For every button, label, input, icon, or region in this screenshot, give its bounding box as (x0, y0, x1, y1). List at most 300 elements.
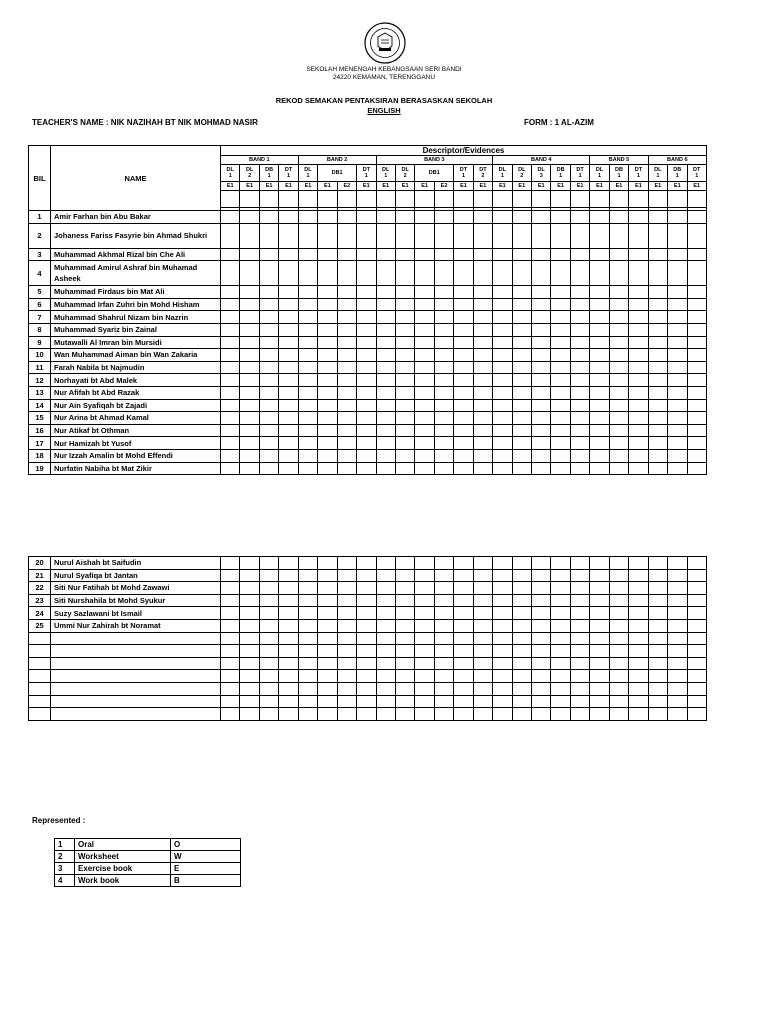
evidence-cell[interactable] (240, 670, 259, 683)
evidence-cell[interactable] (279, 374, 298, 387)
evidence-cell[interactable] (570, 323, 589, 336)
evidence-cell[interactable] (668, 286, 687, 299)
evidence-cell[interactable] (687, 670, 706, 683)
evidence-cell[interactable] (298, 657, 317, 670)
evidence-cell[interactable] (512, 708, 531, 721)
evidence-cell[interactable] (434, 695, 453, 708)
evidence-cell[interactable] (415, 557, 434, 570)
evidence-cell[interactable] (337, 607, 356, 620)
evidence-cell[interactable] (357, 619, 376, 632)
evidence-cell[interactable] (259, 361, 278, 374)
evidence-cell[interactable] (609, 462, 628, 475)
evidence-cell[interactable] (298, 695, 317, 708)
evidence-cell[interactable] (687, 223, 706, 248)
evidence-cell[interactable] (454, 695, 473, 708)
evidence-cell[interactable] (629, 682, 648, 695)
evidence-cell[interactable] (590, 349, 609, 362)
evidence-cell[interactable] (648, 424, 667, 437)
evidence-cell[interactable] (473, 708, 492, 721)
evidence-cell[interactable] (590, 670, 609, 683)
evidence-cell[interactable] (298, 211, 317, 224)
evidence-cell[interactable] (590, 336, 609, 349)
evidence-cell[interactable] (279, 569, 298, 582)
evidence-cell[interactable] (590, 311, 609, 324)
evidence-cell[interactable] (357, 386, 376, 399)
evidence-cell[interactable] (648, 632, 667, 645)
evidence-cell[interactable] (376, 708, 395, 721)
evidence-cell[interactable] (512, 223, 531, 248)
evidence-cell[interactable] (415, 298, 434, 311)
evidence-cell[interactable] (551, 336, 570, 349)
evidence-cell[interactable] (590, 386, 609, 399)
evidence-cell[interactable] (570, 557, 589, 570)
evidence-cell[interactable] (415, 657, 434, 670)
evidence-cell[interactable] (221, 424, 240, 437)
evidence-cell[interactable] (376, 323, 395, 336)
evidence-cell[interactable] (240, 569, 259, 582)
evidence-cell[interactable] (668, 311, 687, 324)
evidence-cell[interactable] (570, 349, 589, 362)
evidence-cell[interactable] (687, 437, 706, 450)
evidence-cell[interactable] (551, 223, 570, 248)
evidence-cell[interactable] (648, 261, 667, 286)
evidence-cell[interactable] (609, 311, 628, 324)
evidence-cell[interactable] (376, 607, 395, 620)
evidence-cell[interactable] (259, 582, 278, 595)
evidence-cell[interactable] (454, 361, 473, 374)
evidence-cell[interactable] (415, 695, 434, 708)
evidence-cell[interactable] (259, 323, 278, 336)
evidence-cell[interactable] (687, 298, 706, 311)
evidence-cell[interactable] (259, 412, 278, 425)
evidence-cell[interactable] (512, 286, 531, 299)
evidence-cell[interactable] (279, 645, 298, 658)
evidence-cell[interactable] (240, 657, 259, 670)
evidence-cell[interactable] (434, 412, 453, 425)
evidence-cell[interactable] (240, 323, 259, 336)
evidence-cell[interactable] (629, 386, 648, 399)
evidence-cell[interactable] (668, 708, 687, 721)
evidence-cell[interactable] (298, 286, 317, 299)
evidence-cell[interactable] (668, 582, 687, 595)
evidence-cell[interactable] (395, 569, 414, 582)
evidence-cell[interactable] (318, 386, 337, 399)
evidence-cell[interactable] (376, 386, 395, 399)
evidence-cell[interactable] (279, 286, 298, 299)
evidence-cell[interactable] (318, 261, 337, 286)
evidence-cell[interactable] (298, 462, 317, 475)
evidence-cell[interactable] (629, 374, 648, 387)
evidence-cell[interactable] (668, 361, 687, 374)
evidence-cell[interactable] (279, 211, 298, 224)
evidence-cell[interactable] (551, 361, 570, 374)
evidence-cell[interactable] (318, 248, 337, 261)
evidence-cell[interactable] (337, 374, 356, 387)
evidence-cell[interactable] (337, 311, 356, 324)
evidence-cell[interactable] (337, 298, 356, 311)
evidence-cell[interactable] (570, 645, 589, 658)
evidence-cell[interactable] (532, 670, 551, 683)
evidence-cell[interactable] (493, 670, 512, 683)
evidence-cell[interactable] (532, 424, 551, 437)
evidence-cell[interactable] (493, 569, 512, 582)
evidence-cell[interactable] (609, 594, 628, 607)
blank-cell[interactable] (337, 191, 356, 208)
evidence-cell[interactable] (240, 557, 259, 570)
evidence-cell[interactable] (240, 708, 259, 721)
evidence-cell[interactable] (551, 261, 570, 286)
evidence-cell[interactable] (221, 223, 240, 248)
blank-cell[interactable] (318, 191, 337, 208)
evidence-cell[interactable] (590, 412, 609, 425)
evidence-cell[interactable] (279, 708, 298, 721)
evidence-cell[interactable] (279, 336, 298, 349)
evidence-cell[interactable] (629, 569, 648, 582)
evidence-cell[interactable] (512, 682, 531, 695)
evidence-cell[interactable] (473, 645, 492, 658)
evidence-cell[interactable] (337, 223, 356, 248)
evidence-cell[interactable] (318, 336, 337, 349)
evidence-cell[interactable] (240, 632, 259, 645)
evidence-cell[interactable] (687, 261, 706, 286)
evidence-cell[interactable] (668, 298, 687, 311)
evidence-cell[interactable] (395, 374, 414, 387)
evidence-cell[interactable] (434, 708, 453, 721)
evidence-cell[interactable] (240, 449, 259, 462)
evidence-cell[interactable] (493, 311, 512, 324)
evidence-cell[interactable] (221, 708, 240, 721)
evidence-cell[interactable] (395, 412, 414, 425)
evidence-cell[interactable] (570, 462, 589, 475)
evidence-cell[interactable] (240, 462, 259, 475)
evidence-cell[interactable] (240, 311, 259, 324)
evidence-cell[interactable] (493, 682, 512, 695)
evidence-cell[interactable] (434, 449, 453, 462)
evidence-cell[interactable] (221, 569, 240, 582)
evidence-cell[interactable] (395, 607, 414, 620)
evidence-cell[interactable] (259, 386, 278, 399)
evidence-cell[interactable] (512, 349, 531, 362)
evidence-cell[interactable] (337, 670, 356, 683)
evidence-cell[interactable] (434, 657, 453, 670)
evidence-cell[interactable] (687, 557, 706, 570)
evidence-cell[interactable] (434, 211, 453, 224)
evidence-cell[interactable] (259, 223, 278, 248)
evidence-cell[interactable] (687, 323, 706, 336)
evidence-cell[interactable] (668, 437, 687, 450)
evidence-cell[interactable] (512, 323, 531, 336)
evidence-cell[interactable] (318, 557, 337, 570)
evidence-cell[interactable] (298, 399, 317, 412)
evidence-cell[interactable] (395, 708, 414, 721)
blank-cell[interactable] (395, 191, 414, 208)
evidence-cell[interactable] (337, 211, 356, 224)
evidence-cell[interactable] (668, 557, 687, 570)
evidence-cell[interactable] (512, 695, 531, 708)
evidence-cell[interactable] (376, 437, 395, 450)
evidence-cell[interactable] (337, 349, 356, 362)
evidence-cell[interactable] (337, 619, 356, 632)
evidence-cell[interactable] (493, 437, 512, 450)
evidence-cell[interactable] (629, 211, 648, 224)
evidence-cell[interactable] (454, 386, 473, 399)
evidence-cell[interactable] (376, 449, 395, 462)
evidence-cell[interactable] (668, 645, 687, 658)
evidence-cell[interactable] (279, 361, 298, 374)
evidence-cell[interactable] (395, 657, 414, 670)
evidence-cell[interactable] (493, 374, 512, 387)
evidence-cell[interactable] (357, 632, 376, 645)
evidence-cell[interactable] (357, 211, 376, 224)
evidence-cell[interactable] (395, 223, 414, 248)
evidence-cell[interactable] (454, 582, 473, 595)
evidence-cell[interactable] (493, 211, 512, 224)
evidence-cell[interactable] (395, 286, 414, 299)
evidence-cell[interactable] (687, 462, 706, 475)
evidence-cell[interactable] (687, 645, 706, 658)
evidence-cell[interactable] (668, 336, 687, 349)
evidence-cell[interactable] (648, 708, 667, 721)
blank-cell[interactable] (532, 191, 551, 208)
evidence-cell[interactable] (337, 323, 356, 336)
evidence-cell[interactable] (532, 695, 551, 708)
evidence-cell[interactable] (357, 695, 376, 708)
evidence-cell[interactable] (454, 223, 473, 248)
evidence-cell[interactable] (629, 607, 648, 620)
evidence-cell[interactable] (648, 437, 667, 450)
evidence-cell[interactable] (512, 569, 531, 582)
evidence-cell[interactable] (259, 336, 278, 349)
evidence-cell[interactable] (493, 336, 512, 349)
evidence-cell[interactable] (221, 682, 240, 695)
evidence-cell[interactable] (454, 449, 473, 462)
evidence-cell[interactable] (259, 594, 278, 607)
evidence-cell[interactable] (473, 311, 492, 324)
evidence-cell[interactable] (532, 632, 551, 645)
evidence-cell[interactable] (337, 424, 356, 437)
evidence-cell[interactable] (648, 449, 667, 462)
evidence-cell[interactable] (376, 424, 395, 437)
evidence-cell[interactable] (687, 311, 706, 324)
evidence-cell[interactable] (259, 657, 278, 670)
evidence-cell[interactable] (648, 670, 667, 683)
evidence-cell[interactable] (570, 619, 589, 632)
evidence-cell[interactable] (551, 632, 570, 645)
blank-cell[interactable] (259, 191, 278, 208)
evidence-cell[interactable] (298, 569, 317, 582)
evidence-cell[interactable] (668, 374, 687, 387)
evidence-cell[interactable] (337, 449, 356, 462)
evidence-cell[interactable] (298, 349, 317, 362)
evidence-cell[interactable] (532, 708, 551, 721)
evidence-cell[interactable] (259, 211, 278, 224)
evidence-cell[interactable] (648, 462, 667, 475)
evidence-cell[interactable] (512, 607, 531, 620)
evidence-cell[interactable] (454, 311, 473, 324)
evidence-cell[interactable] (687, 619, 706, 632)
evidence-cell[interactable] (357, 323, 376, 336)
evidence-cell[interactable] (473, 424, 492, 437)
evidence-cell[interactable] (532, 557, 551, 570)
evidence-cell[interactable] (551, 682, 570, 695)
blank-cell[interactable] (493, 191, 512, 208)
evidence-cell[interactable] (259, 607, 278, 620)
evidence-cell[interactable] (395, 632, 414, 645)
evidence-cell[interactable] (221, 607, 240, 620)
evidence-cell[interactable] (551, 645, 570, 658)
evidence-cell[interactable] (298, 386, 317, 399)
evidence-cell[interactable] (629, 248, 648, 261)
evidence-cell[interactable] (532, 569, 551, 582)
evidence-cell[interactable] (493, 424, 512, 437)
evidence-cell[interactable] (551, 449, 570, 462)
evidence-cell[interactable] (434, 619, 453, 632)
evidence-cell[interactable] (318, 449, 337, 462)
evidence-cell[interactable] (648, 223, 667, 248)
evidence-cell[interactable] (395, 211, 414, 224)
evidence-cell[interactable] (298, 557, 317, 570)
evidence-cell[interactable] (551, 286, 570, 299)
evidence-cell[interactable] (279, 386, 298, 399)
evidence-cell[interactable] (434, 557, 453, 570)
evidence-cell[interactable] (551, 670, 570, 683)
blank-cell[interactable] (415, 191, 434, 208)
evidence-cell[interactable] (318, 462, 337, 475)
evidence-cell[interactable] (629, 657, 648, 670)
evidence-cell[interactable] (609, 298, 628, 311)
evidence-cell[interactable] (493, 298, 512, 311)
evidence-cell[interactable] (454, 645, 473, 658)
evidence-cell[interactable] (609, 374, 628, 387)
evidence-cell[interactable] (668, 607, 687, 620)
evidence-cell[interactable] (551, 211, 570, 224)
evidence-cell[interactable] (454, 286, 473, 299)
evidence-cell[interactable] (279, 462, 298, 475)
evidence-cell[interactable] (532, 286, 551, 299)
evidence-cell[interactable] (357, 462, 376, 475)
evidence-cell[interactable] (279, 248, 298, 261)
evidence-cell[interactable] (415, 632, 434, 645)
evidence-cell[interactable] (240, 399, 259, 412)
blank-cell[interactable] (687, 191, 706, 208)
evidence-cell[interactable] (240, 336, 259, 349)
blank-cell[interactable] (668, 191, 687, 208)
evidence-cell[interactable] (298, 223, 317, 248)
evidence-cell[interactable] (298, 582, 317, 595)
evidence-cell[interactable] (376, 261, 395, 286)
evidence-cell[interactable] (298, 361, 317, 374)
evidence-cell[interactable] (318, 682, 337, 695)
evidence-cell[interactable] (668, 632, 687, 645)
evidence-cell[interactable] (298, 374, 317, 387)
evidence-cell[interactable] (376, 211, 395, 224)
evidence-cell[interactable] (570, 449, 589, 462)
evidence-cell[interactable] (590, 399, 609, 412)
evidence-cell[interactable] (298, 632, 317, 645)
evidence-cell[interactable] (493, 632, 512, 645)
evidence-cell[interactable] (259, 682, 278, 695)
evidence-cell[interactable] (687, 449, 706, 462)
evidence-cell[interactable] (357, 645, 376, 658)
evidence-cell[interactable] (551, 569, 570, 582)
evidence-cell[interactable] (512, 449, 531, 462)
evidence-cell[interactable] (551, 386, 570, 399)
evidence-cell[interactable] (434, 374, 453, 387)
evidence-cell[interactable] (259, 286, 278, 299)
evidence-cell[interactable] (648, 361, 667, 374)
evidence-cell[interactable] (454, 211, 473, 224)
evidence-cell[interactable] (240, 211, 259, 224)
evidence-cell[interactable] (570, 361, 589, 374)
evidence-cell[interactable] (318, 399, 337, 412)
evidence-cell[interactable] (240, 607, 259, 620)
evidence-cell[interactable] (629, 594, 648, 607)
evidence-cell[interactable] (590, 286, 609, 299)
evidence-cell[interactable] (337, 286, 356, 299)
evidence-cell[interactable] (415, 323, 434, 336)
evidence-cell[interactable] (415, 286, 434, 299)
evidence-cell[interactable] (454, 682, 473, 695)
evidence-cell[interactable] (318, 211, 337, 224)
evidence-cell[interactable] (279, 261, 298, 286)
evidence-cell[interactable] (357, 286, 376, 299)
evidence-cell[interactable] (668, 349, 687, 362)
evidence-cell[interactable] (648, 582, 667, 595)
evidence-cell[interactable] (668, 449, 687, 462)
evidence-cell[interactable] (221, 286, 240, 299)
evidence-cell[interactable] (279, 399, 298, 412)
evidence-cell[interactable] (279, 695, 298, 708)
evidence-cell[interactable] (668, 569, 687, 582)
evidence-cell[interactable] (590, 682, 609, 695)
evidence-cell[interactable] (473, 582, 492, 595)
evidence-cell[interactable] (668, 399, 687, 412)
evidence-cell[interactable] (298, 449, 317, 462)
evidence-cell[interactable] (434, 223, 453, 248)
blank-cell[interactable] (648, 191, 667, 208)
evidence-cell[interactable] (648, 286, 667, 299)
evidence-cell[interactable] (687, 708, 706, 721)
evidence-cell[interactable] (279, 223, 298, 248)
evidence-cell[interactable] (298, 670, 317, 683)
evidence-cell[interactable] (532, 657, 551, 670)
evidence-cell[interactable] (298, 261, 317, 286)
evidence-cell[interactable] (415, 645, 434, 658)
evidence-cell[interactable] (590, 361, 609, 374)
evidence-cell[interactable] (279, 412, 298, 425)
evidence-cell[interactable] (629, 619, 648, 632)
evidence-cell[interactable] (512, 311, 531, 324)
evidence-cell[interactable] (259, 248, 278, 261)
evidence-cell[interactable] (221, 657, 240, 670)
evidence-cell[interactable] (687, 349, 706, 362)
evidence-cell[interactable] (240, 361, 259, 374)
evidence-cell[interactable] (376, 361, 395, 374)
evidence-cell[interactable] (590, 298, 609, 311)
evidence-cell[interactable] (376, 594, 395, 607)
evidence-cell[interactable] (570, 607, 589, 620)
evidence-cell[interactable] (473, 462, 492, 475)
evidence-cell[interactable] (687, 632, 706, 645)
evidence-cell[interactable] (259, 261, 278, 286)
evidence-cell[interactable] (512, 374, 531, 387)
evidence-cell[interactable] (648, 298, 667, 311)
evidence-cell[interactable] (609, 261, 628, 286)
evidence-cell[interactable] (454, 412, 473, 425)
blank-cell[interactable] (551, 191, 570, 208)
evidence-cell[interactable] (454, 569, 473, 582)
evidence-cell[interactable] (609, 670, 628, 683)
